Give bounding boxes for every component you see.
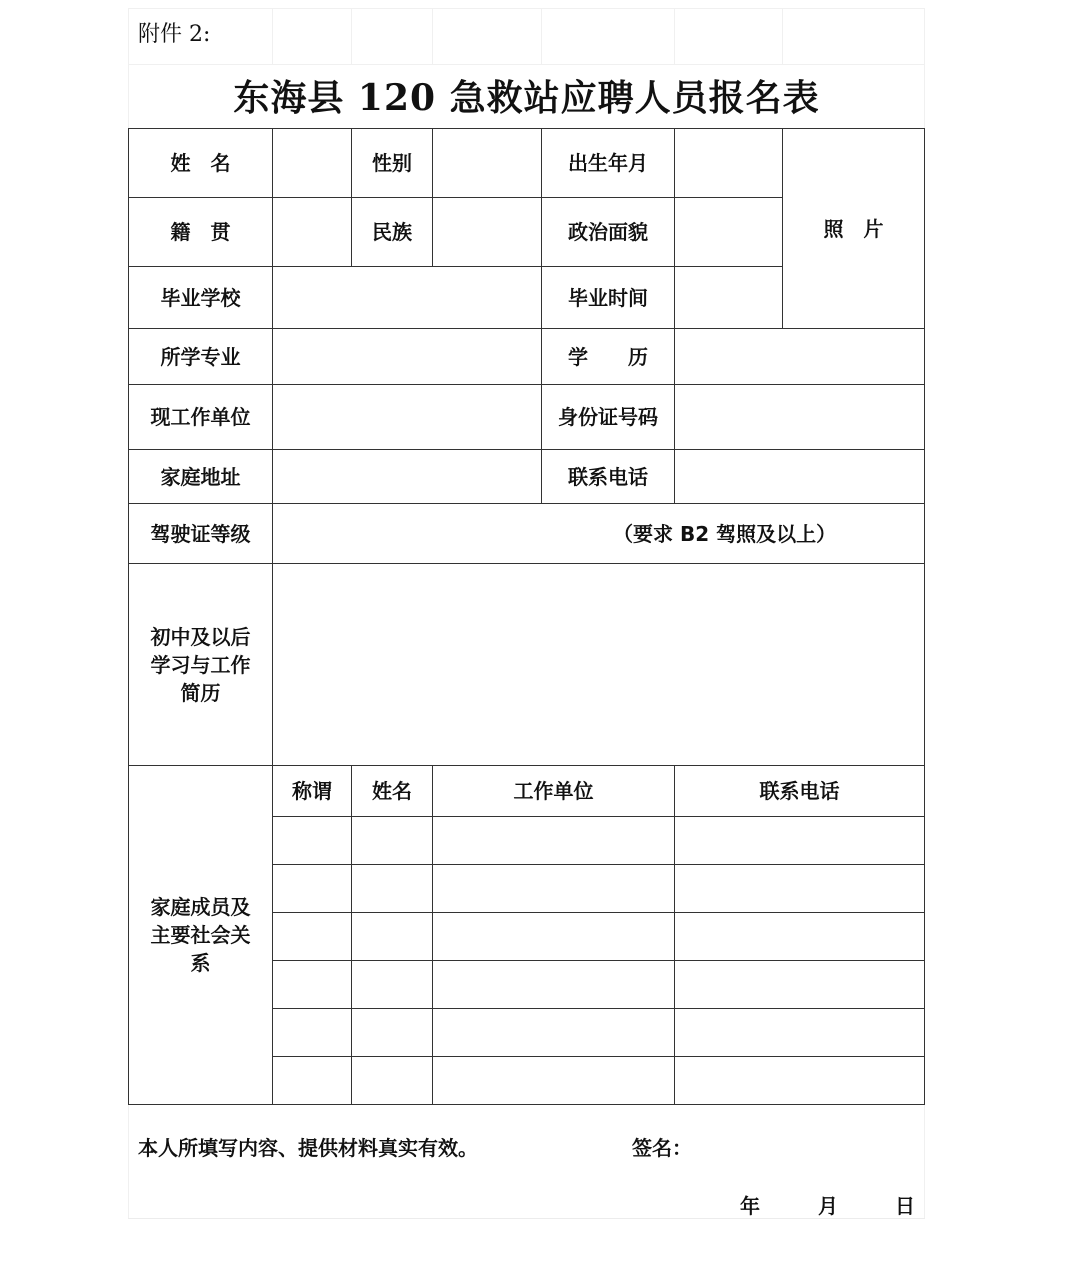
family-row-6-relation[interactable] [273, 1057, 352, 1104]
family-row-4-phone[interactable] [675, 961, 924, 1009]
label-id-number: 身份证号码 [542, 385, 675, 450]
id-number-field[interactable] [675, 385, 924, 450]
family-row-2-employer[interactable] [433, 865, 675, 913]
header-rule-top [128, 8, 925, 9]
family-row-3-name[interactable] [352, 913, 433, 961]
title-number: 120 [357, 77, 437, 119]
header-rule-v5 [674, 8, 675, 64]
family-row-2-relation[interactable] [273, 865, 352, 913]
family-row-1-name[interactable] [352, 817, 433, 865]
family-row-6-phone[interactable] [675, 1057, 924, 1104]
title-prefix: 东海县 [233, 78, 358, 119]
date-month-label: 月 [818, 1194, 838, 1218]
label-address: 家庭地址 [129, 450, 273, 504]
date-year-label: 年 [740, 1194, 760, 1218]
education-field[interactable] [675, 329, 924, 385]
label-education: 学 历 [542, 329, 675, 385]
header-rule-v2 [351, 8, 352, 64]
label-ethnicity: 民族 [352, 198, 433, 267]
resume-field[interactable] [273, 564, 924, 766]
address-field[interactable] [273, 450, 542, 504]
header-rule-v6 [782, 8, 783, 64]
header-rule-v3 [432, 8, 433, 64]
header-rule-v1 [272, 8, 273, 64]
family-row-3-employer[interactable] [433, 913, 675, 961]
declaration-text: 本人所填写内容、提供材料真实有效。 [138, 1136, 478, 1160]
name-field[interactable] [273, 129, 352, 198]
family-row-6-name[interactable] [352, 1057, 433, 1104]
family-row-3-relation[interactable] [273, 913, 352, 961]
family-row-5-name[interactable] [352, 1009, 433, 1057]
label-license-level: 驾驶证等级 [129, 504, 273, 564]
family-row-1-phone[interactable] [675, 817, 924, 865]
family-row-4-employer[interactable] [433, 961, 675, 1009]
label-native-place: 籍 贯 [129, 198, 273, 267]
ethnicity-field[interactable] [433, 198, 542, 267]
employer-field[interactable] [273, 385, 542, 450]
label-school: 毕业学校 [129, 267, 273, 329]
phone-field[interactable] [675, 450, 924, 504]
signature-label: 签名： [632, 1136, 692, 1160]
label-employer: 现工作单位 [129, 385, 273, 450]
label-major: 所学专业 [129, 329, 273, 385]
label-phone: 联系电话 [542, 450, 675, 504]
family-row-6-employer[interactable] [433, 1057, 675, 1104]
label-political-status: 政治面貌 [542, 198, 675, 267]
header-rule-v4 [541, 8, 542, 64]
footer-rule-right [924, 1105, 925, 1219]
label-grad-time: 毕业时间 [542, 267, 675, 329]
political-status-field[interactable] [675, 198, 783, 267]
family-row-2-name[interactable] [352, 865, 433, 913]
family-row-4-relation[interactable] [273, 961, 352, 1009]
school-field[interactable] [273, 267, 542, 329]
family-row-5-relation[interactable] [273, 1009, 352, 1057]
family-header-name: 姓名 [352, 766, 433, 817]
family-row-1-relation[interactable] [273, 817, 352, 865]
title-suffix: 急救站应聘人员报名表 [436, 78, 820, 119]
license-note: （要求 B2 驾照及以上） [613, 521, 837, 546]
label-family: 家庭成员及 主要社会关 系 [129, 766, 273, 1104]
family-row-5-employer[interactable] [433, 1009, 675, 1057]
photo-box[interactable]: 照 片 [783, 129, 924, 329]
major-field[interactable] [273, 329, 542, 385]
family-row-2-phone[interactable] [675, 865, 924, 913]
family-header-phone: 联系电话 [675, 766, 924, 817]
gender-field[interactable] [433, 129, 542, 198]
family-row-4-name[interactable] [352, 961, 433, 1009]
footer-rule-left [128, 1105, 129, 1219]
family-row-3-phone[interactable] [675, 913, 924, 961]
attachment-label: 附件 2: [138, 22, 211, 47]
grad-time-field[interactable] [675, 267, 783, 329]
label-gender: 性别 [352, 129, 433, 198]
label-resume: 初中及以后 学习与工作 简历 [129, 564, 273, 766]
family-header-relation: 称谓 [273, 766, 352, 817]
birth-field[interactable] [675, 129, 783, 198]
family-header-employer: 工作单位 [433, 766, 675, 817]
date-day-label: 日 [895, 1194, 915, 1218]
form-grid [128, 128, 925, 1105]
label-name: 姓 名 [129, 129, 273, 198]
footer-rule-bottom [128, 1218, 925, 1219]
label-birth: 出生年月 [542, 129, 675, 198]
form-title [128, 70, 925, 126]
header-rule-mid [128, 64, 925, 65]
native-place-field[interactable] [273, 198, 352, 267]
family-row-1-employer[interactable] [433, 817, 675, 865]
license-level-field[interactable] [273, 504, 924, 564]
family-row-5-phone[interactable] [675, 1009, 924, 1057]
